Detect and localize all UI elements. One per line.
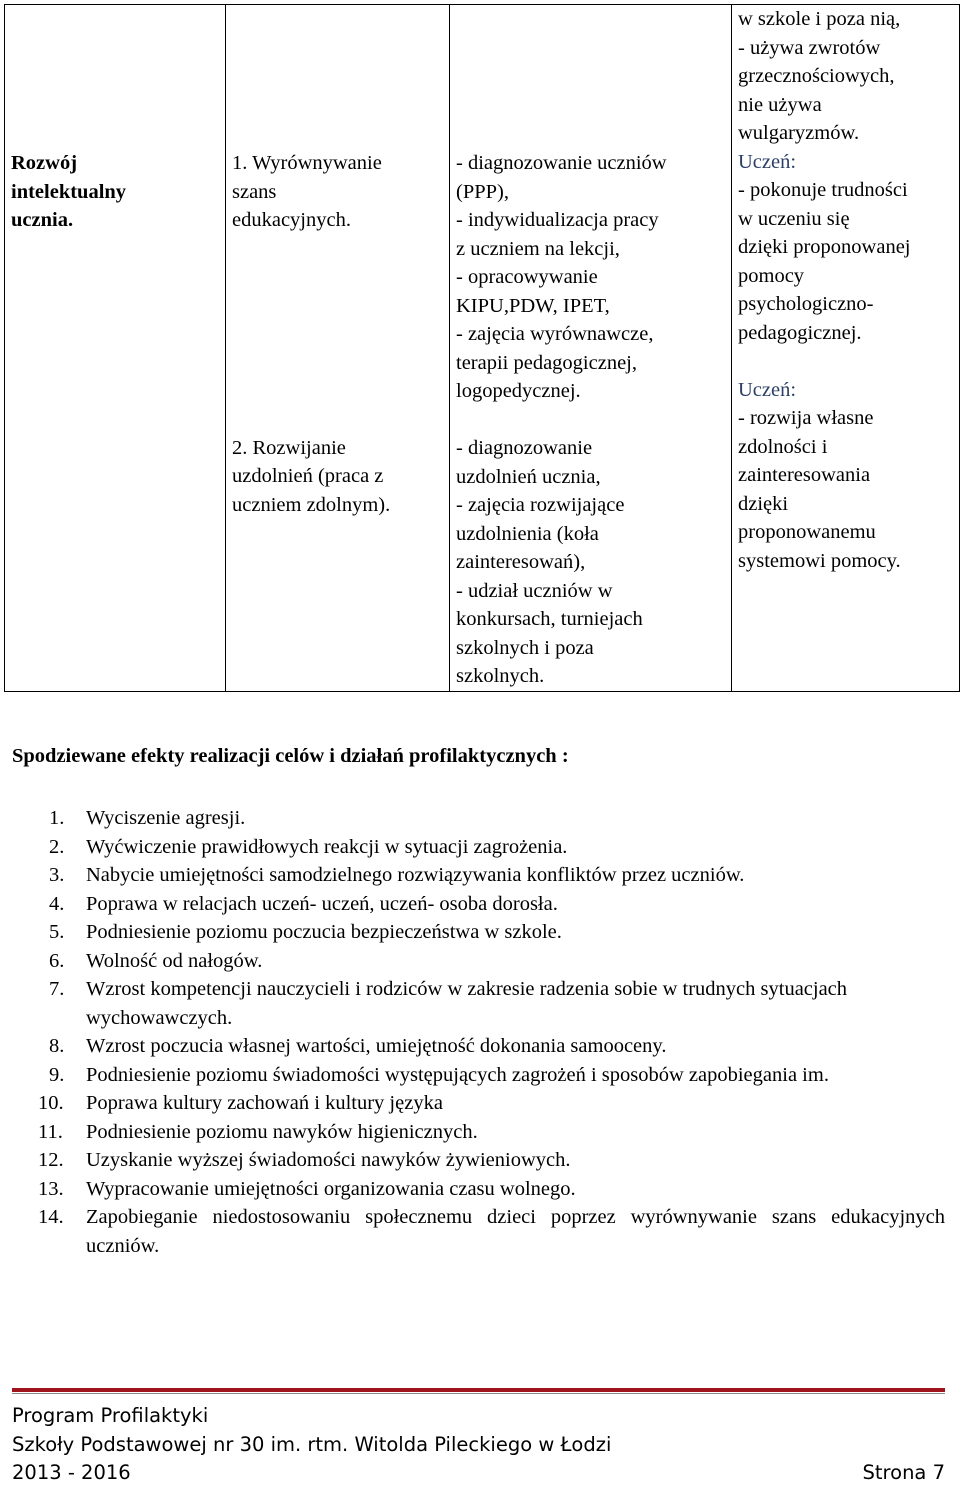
table-row (5, 5, 960, 692)
list-number: 6. (49, 949, 65, 972)
list-text: Wzrost kompetencji nauczycieli i rodziców w zakresie radzenia sobie w trudnych sytuacjach wychowawczych. (86, 978, 848, 1029)
list-text: Podniesienie poziomu poczucia bezpieczeństwa w szkole. (86, 921, 562, 943)
footer-school-name: Szkoły Podstawowej nr 30 im. rtm. Witolda Pileckiego w Łodzi (12, 1432, 612, 1456)
action-line: - opracowywanie (456, 266, 598, 288)
effect-line: systemowi pomocy. (738, 549, 901, 572)
list-text: Wzrost poczucia własnej wartości, umiejętność dokonania samooceny. (86, 1035, 667, 1057)
effect-line: w szkole i poza nią, (738, 8, 901, 30)
action-line: - zajęcia rozwijające (456, 494, 625, 516)
list-item (0, 918, 945, 947)
spacer (738, 347, 953, 376)
list-text: Podniesienie poziomu świadomości występujących zagrożeń i sposobów zapobiegania im. (86, 1063, 829, 1086)
action-line: - zajęcia wyrównawcze, (456, 323, 654, 345)
footer-bottom-row (12, 1459, 945, 1488)
list-number: 2. (49, 835, 65, 858)
spacer (456, 406, 725, 435)
list-item (0, 833, 945, 862)
list-number: 11. (38, 1120, 63, 1143)
action-line: zainteresowań), (456, 551, 586, 573)
goal-line: 1. Wyrównywanie (232, 152, 382, 174)
list-text: Wolność od nałogów. (86, 949, 263, 972)
action-line: - diagnozowanie uczniów (456, 152, 667, 174)
list-text: Wyćwiczenie prawidłowych reakcji w sytuacji zagrożenia. (86, 835, 568, 858)
spacer (232, 235, 443, 434)
action-line: z uczniem na lekcji, (456, 237, 620, 260)
action-line: szkolnych. (456, 665, 545, 687)
list-item (0, 1089, 945, 1118)
action-line: KIPU,PDW, IPET, (456, 294, 610, 317)
action-line: (PPP), (456, 180, 509, 203)
list-text: Wyciszenie agresji. (86, 807, 246, 829)
effect-line: proponowanemu (738, 521, 876, 543)
list-item (0, 975, 945, 1032)
list-item (0, 1118, 945, 1147)
effect-line: grzecznościowych, (738, 65, 895, 87)
action-line: szkolnych i poza (456, 636, 594, 659)
list-item (0, 861, 945, 890)
action-line: - udział uczniów w (456, 579, 613, 602)
effect-line: nie używa (738, 93, 822, 116)
list-item (0, 1203, 945, 1260)
uczen-label: Uczeń: (738, 378, 797, 401)
list-number: 4. (49, 892, 65, 915)
area-line: intelektualny (11, 180, 127, 203)
effect-line: w uczeniu się (738, 207, 850, 230)
effect-line: pedagogicznej. (738, 321, 862, 344)
footer-program-title: Program Profilaktyki (12, 1404, 209, 1427)
effect-line: - pokonuje trudności (738, 179, 908, 201)
effect-line: dzięki proponowanej (738, 236, 911, 258)
page-footer (12, 1402, 945, 1488)
footer-divider (12, 1388, 945, 1392)
effect-line: wulgaryzmów. (738, 122, 860, 144)
effects-list (0, 804, 945, 1260)
footer-divider-thin (12, 1393, 945, 1394)
section-title: Spodziewane efekty realizacji celów i działań profilaktycznych : (12, 745, 569, 767)
list-text: Wypracowanie umiejętności organizowania czasu wolnego. (86, 1177, 576, 1200)
list-item (0, 1175, 945, 1204)
list-text: Podniesienie poziomu nawyków higienicznych. (86, 1120, 478, 1143)
list-number: 12. (38, 1149, 64, 1171)
list-number: 5. (49, 921, 65, 943)
actions-cell (450, 5, 732, 692)
list-text: Poprawa w relacjach uczeń- uczeń, uczeń- osoba dorosła. (86, 892, 558, 915)
list-number: 8. (49, 1035, 65, 1057)
list-item (0, 1061, 945, 1090)
program-table (4, 4, 960, 692)
action-line: uzdolnień ucznia, (456, 465, 601, 488)
list-number: 9. (49, 1063, 65, 1086)
uczen-label: Uczeń: (738, 150, 797, 173)
goal-line: szans (232, 180, 277, 203)
list-item (0, 804, 945, 833)
effect-line: zainteresowania (738, 464, 871, 486)
goal-line: uzdolnień (praca z (232, 465, 384, 487)
action-line: terapii pedagogicznej, (456, 351, 637, 374)
list-text: Zapobieganie niedostosowaniu społecznemu dzieci poprzez wyrównywanie szans edukacyjnych uczniów. (86, 1206, 945, 1257)
area-line: ucznia. (11, 209, 74, 231)
list-text: Poprawa kultury zachowań i kultury języka (86, 1092, 443, 1114)
list-number: 10. (38, 1092, 64, 1114)
list-item (0, 890, 945, 919)
list-number: 14. (38, 1206, 64, 1228)
list-number: 13. (38, 1177, 64, 1200)
effect-line: - rozwija własne (738, 407, 874, 429)
page-number: Strona 7 (862, 1461, 945, 1484)
goal-line: uczniem zdolnym). (232, 493, 391, 516)
action-line: logopedycznej. (456, 380, 581, 402)
list-number: 7. (49, 978, 65, 1000)
list-item (0, 947, 945, 976)
effect-line: pomocy (738, 264, 805, 287)
effect-line: - używa zwrotów (738, 36, 881, 59)
action-line: uzdolnienia (koła (456, 522, 599, 545)
action-line: - diagnozowanie (456, 437, 593, 459)
action-line: konkursach, turniejach (456, 608, 643, 630)
footer-years: 2013 - 2016 (12, 1461, 131, 1484)
list-text: Nabycie umiejętności samodzielnego rozwiązywania konfliktów przez uczniów. (86, 864, 745, 886)
goal-line: 2. Rozwijanie (232, 436, 346, 459)
action-line: - indywidualizacja pracy (456, 209, 659, 231)
list-number: 3. (49, 864, 65, 886)
list-text: Uzyskanie wyższej świadomości nawyków żywieniowych. (86, 1149, 571, 1171)
goals-cell (226, 5, 450, 692)
list-number: 1. (49, 807, 65, 829)
effect-line: psychologiczno- (738, 293, 874, 315)
list-item (0, 1146, 945, 1175)
effect-line: zdolności i (738, 435, 828, 458)
area-line: Rozwój (11, 152, 78, 174)
effects-cell (732, 5, 960, 692)
list-item (0, 1032, 945, 1061)
effect-line: dzięki (738, 492, 789, 515)
area-cell (5, 5, 226, 692)
goal-line: edukacyjnych. (232, 209, 351, 231)
